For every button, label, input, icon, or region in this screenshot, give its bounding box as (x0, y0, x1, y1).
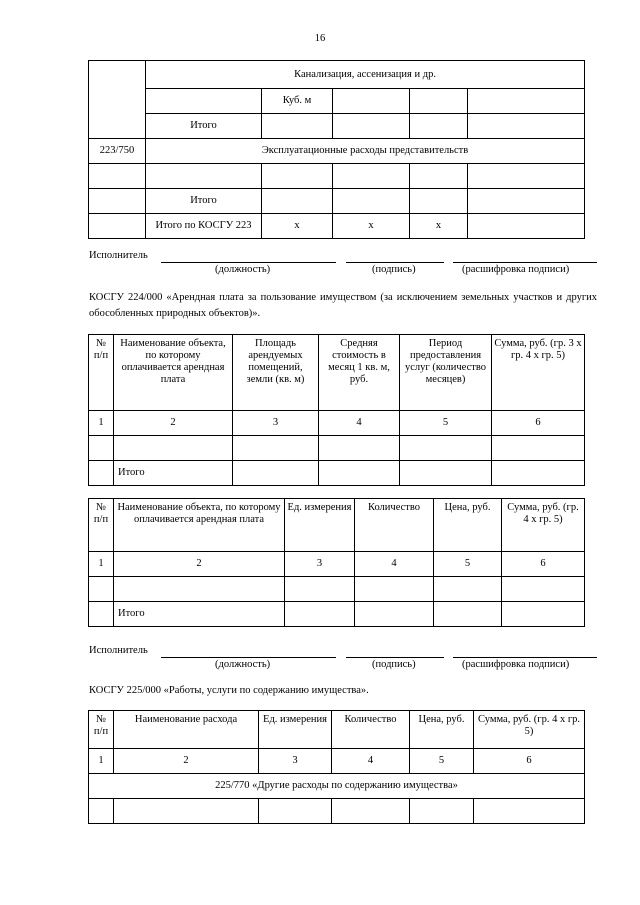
column-number: 3 (233, 411, 319, 436)
x-cell: х (410, 214, 468, 239)
cell (400, 461, 492, 486)
cell (319, 461, 400, 486)
cell (233, 436, 319, 461)
total-label: Итого (114, 461, 233, 486)
cell (468, 89, 585, 114)
cell (332, 799, 410, 824)
cell (410, 114, 468, 139)
column-number: 4 (332, 749, 410, 774)
cell (468, 114, 585, 139)
cell (285, 602, 355, 627)
section-title: Эксплуатационные расходы представительств (146, 139, 585, 164)
kosgu-224-heading: КОСГУ 224/000 «Арендная плата за пользование имуществом (за исключением земельных участков и других обособленных природных объектов)». (89, 292, 597, 319)
cell (333, 189, 410, 214)
cell (468, 164, 585, 189)
cell (89, 189, 146, 214)
kosgu-225-heading: КОСГУ 225/000 «Работы, услуги по содержанию имущества». (89, 685, 369, 696)
cell (89, 461, 114, 486)
header-cell: Наименование объекта, по которому оплачивается арендная плата (114, 499, 285, 552)
column-number: 5 (410, 749, 474, 774)
signature-label: Исполнитель (89, 250, 148, 261)
header-cell: Цена, руб. (434, 499, 502, 552)
column-number: 1 (89, 411, 114, 436)
unit-cell: Куб. м (262, 89, 333, 114)
cell (400, 436, 492, 461)
cell (410, 164, 468, 189)
cell (468, 214, 585, 239)
total-label: Итого (114, 602, 285, 627)
column-number: 2 (114, 552, 285, 577)
page-number: 16 (314, 33, 326, 44)
cell (114, 436, 233, 461)
header-cell: Средняя стоимость в месяц 1 кв. м, руб. (319, 335, 400, 411)
table-kosgu-223 (88, 60, 585, 239)
sign-line (346, 262, 444, 263)
header-cell: Сумма, руб. (гр. 3 х гр. 4 х гр. 5) (492, 335, 585, 411)
cell (262, 164, 333, 189)
decode-line (453, 657, 597, 658)
column-number: 2 (114, 411, 233, 436)
header-cell: Ед. измерения (259, 711, 332, 749)
section-title: 225/770 «Другие расходы по содержанию имущества» (89, 774, 585, 799)
cell (474, 799, 585, 824)
column-number: 5 (400, 411, 492, 436)
column-number: 5 (434, 552, 502, 577)
cell (146, 164, 262, 189)
column-number: 1 (89, 552, 114, 577)
total-label: Итого (146, 189, 262, 214)
header-cell: № п/п (89, 335, 114, 411)
header-cell: Наименование расхода (114, 711, 259, 749)
cell (468, 189, 585, 214)
header-cell: Количество (355, 499, 434, 552)
column-number: 2 (114, 749, 259, 774)
cell (89, 799, 114, 824)
table-kosgu-224-rent-area (88, 334, 585, 486)
cell (259, 799, 332, 824)
cell (410, 799, 474, 824)
cell (410, 89, 468, 114)
sign-caption: (подпись) (372, 659, 416, 670)
header-cell: Количество (332, 711, 410, 749)
cell (355, 577, 434, 602)
cell (333, 114, 410, 139)
header-cell: Сумма, руб. (гр. 4 х гр. 5) (474, 711, 585, 749)
position-line (161, 657, 336, 658)
cell (410, 189, 468, 214)
code-cell-empty (89, 61, 146, 139)
column-number: 3 (285, 552, 355, 577)
header-cell: Наименование объекта, по которому оплачивается арендная плата (114, 335, 233, 411)
cell (146, 89, 262, 114)
x-cell: х (333, 214, 410, 239)
header-cell: Площадь арендуемых помещений, земли (кв. м) (233, 335, 319, 411)
header-cell: Цена, руб. (410, 711, 474, 749)
column-number: 4 (319, 411, 400, 436)
cell (89, 577, 114, 602)
decode-caption: (расшифровка подписи) (462, 264, 570, 275)
column-number: 4 (355, 552, 434, 577)
sign-caption: (подпись) (372, 264, 416, 275)
signature-block (89, 645, 599, 675)
decode-caption: (расшифровка подписи) (462, 659, 570, 670)
cell (89, 214, 146, 239)
header-cell: Сумма, руб. (гр. 4 х гр. 5) (502, 499, 585, 552)
position-caption: (должность) (215, 264, 271, 275)
column-number: 1 (89, 749, 114, 774)
signature-block (89, 250, 599, 280)
cell (502, 602, 585, 627)
total-kosgu-label: Итого по КОСГУ 223 (146, 214, 262, 239)
cell (233, 461, 319, 486)
cell (502, 577, 585, 602)
cell (262, 189, 333, 214)
position-line (161, 262, 336, 263)
cell (319, 436, 400, 461)
cell (333, 89, 410, 114)
cell (89, 436, 114, 461)
cell (285, 577, 355, 602)
table-kosgu-225 (88, 710, 585, 824)
cell (114, 577, 285, 602)
column-number: 3 (259, 749, 332, 774)
cell (434, 602, 502, 627)
decode-line (453, 262, 597, 263)
header-cell: Период предоставления услуг (количество месяцев) (400, 335, 492, 411)
cell (492, 436, 585, 461)
cell (355, 602, 434, 627)
cell (492, 461, 585, 486)
column-number: 6 (502, 552, 585, 577)
cell (262, 114, 333, 139)
table-kosgu-224-rent-units (88, 498, 585, 627)
header-cell: № п/п (89, 711, 114, 749)
x-cell: х (262, 214, 333, 239)
column-number: 6 (492, 411, 585, 436)
cell (89, 164, 146, 189)
cell (333, 164, 410, 189)
header-cell: № п/п (89, 499, 114, 552)
column-number: 6 (474, 749, 585, 774)
total-label: Итого (146, 114, 262, 139)
code-cell: 223/750 (89, 139, 146, 164)
header-cell: Ед. измерения (285, 499, 355, 552)
signature-label: Исполнитель (89, 645, 148, 656)
section-title: Канализация, ассенизация и др. (146, 61, 585, 89)
sign-line (346, 657, 444, 658)
cell (434, 577, 502, 602)
cell (114, 799, 259, 824)
cell (89, 602, 114, 627)
position-caption: (должность) (215, 659, 271, 670)
